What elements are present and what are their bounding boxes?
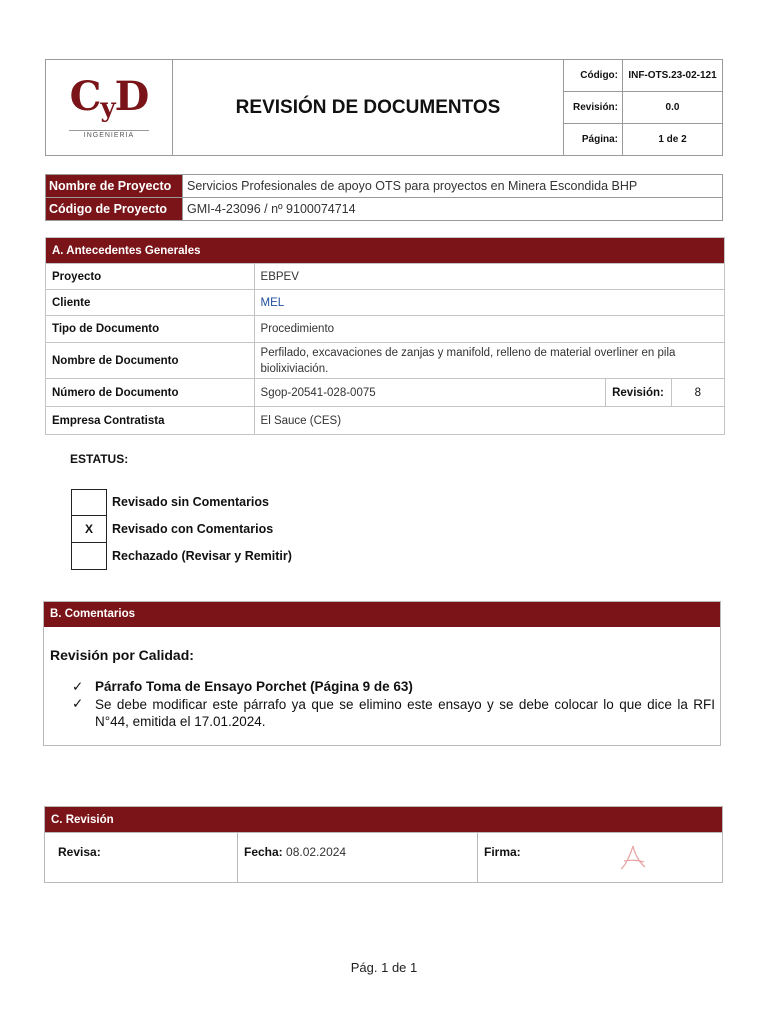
status-checkbox-sin-comentarios[interactable]	[71, 489, 107, 516]
codigo-value: INF-OTS.23-02-121	[623, 60, 723, 92]
logo	[46, 60, 173, 156]
nombre-documento-label: Nombre de Documento	[46, 343, 255, 379]
tipo-documento-value: Procedimiento	[254, 316, 724, 343]
firma-label: Firma:	[484, 845, 521, 859]
empresa-value: El Sauce (CES)	[254, 407, 724, 435]
project-code-label: Código de Proyecto	[46, 198, 183, 221]
doc-revision-value: 8	[671, 379, 724, 407]
revision-label: Revisión:	[564, 92, 623, 124]
proyecto-label: Proyecto	[46, 264, 255, 290]
doc-revision-label: Revisión:	[606, 379, 671, 407]
page-title: REVISIÓN DE DOCUMENTOS	[173, 60, 564, 156]
check-icon: ✓	[72, 696, 84, 711]
revision-value: 0.0	[623, 92, 723, 124]
status-option-sin-comentarios: Revisado sin Comentarios	[112, 495, 269, 509]
status-checkbox-con-comentarios[interactable]: X	[71, 516, 107, 543]
logo-subtitle: INGENIERIA	[83, 131, 135, 139]
cliente-label: Cliente	[46, 290, 255, 316]
comment-item-1: Párrafo Toma de Ensayo Porchet (Página 9 de 63)	[95, 679, 413, 694]
firma-cell	[478, 833, 723, 883]
revision-table	[44, 806, 723, 883]
revision-calidad-heading: Revisión por Calidad:	[50, 647, 194, 663]
empresa-label: Empresa Contratista	[46, 407, 255, 435]
project-code-value: GMI-4-23096 / nº 9100074714	[183, 198, 723, 221]
signature-placeholder-icon	[618, 843, 648, 873]
section-b-title: B. Comentarios	[44, 602, 720, 627]
document-header	[45, 59, 723, 156]
company-logo: CyD	[69, 72, 149, 123]
revisa-label: Revisa:	[45, 833, 238, 883]
fecha-label: Fecha:	[244, 845, 283, 859]
codigo-label: Código:	[564, 60, 623, 92]
proyecto-value: EBPEV	[254, 264, 724, 290]
tipo-documento-label: Tipo de Documento	[46, 316, 255, 343]
project-name-label: Nombre de Proyecto	[46, 175, 183, 198]
cliente-value: MEL	[254, 290, 724, 316]
pagina-value: 1 de 2	[623, 124, 723, 156]
numero-documento-value: Sgop-20541-028-0075	[254, 379, 606, 407]
status-checkbox-rechazado[interactable]	[71, 543, 107, 570]
estatus-label: ESTATUS:	[70, 452, 129, 466]
project-name-value: Servicios Profesionales de apoyo OTS para proyectos en Minera Escondida BHP	[183, 175, 723, 198]
status-option-con-comentarios: Revisado con Comentarios	[112, 522, 274, 536]
numero-documento-label: Número de Documento	[46, 379, 255, 407]
fecha-cell	[238, 833, 478, 883]
section-a-title: A. Antecedentes Generales	[46, 238, 725, 264]
check-icon: ✓	[72, 679, 84, 694]
comment-item-2: Se debe modificar este párrafo ya que se elimino este ensayo y se debe colocar lo que dice la RFI N°44, emitida el 17.01.2024.	[95, 697, 715, 729]
project-info-table	[45, 174, 723, 221]
nombre-documento-value: Perfilado, excavaciones de zanjas y manifold, relleno de material overliner en pila biolixiviación.	[254, 343, 724, 379]
fecha-value: 08.02.2024	[286, 845, 347, 859]
section-c-title: C. Revisión	[45, 807, 723, 833]
status-option-rechazado: Rechazado (Revisar y Remitir)	[112, 549, 292, 563]
comentarios-section	[43, 601, 721, 746]
page-number: Pág. 1 de 1	[350, 960, 418, 975]
antecedentes-table	[45, 237, 725, 435]
pagina-label: Página:	[564, 124, 623, 156]
